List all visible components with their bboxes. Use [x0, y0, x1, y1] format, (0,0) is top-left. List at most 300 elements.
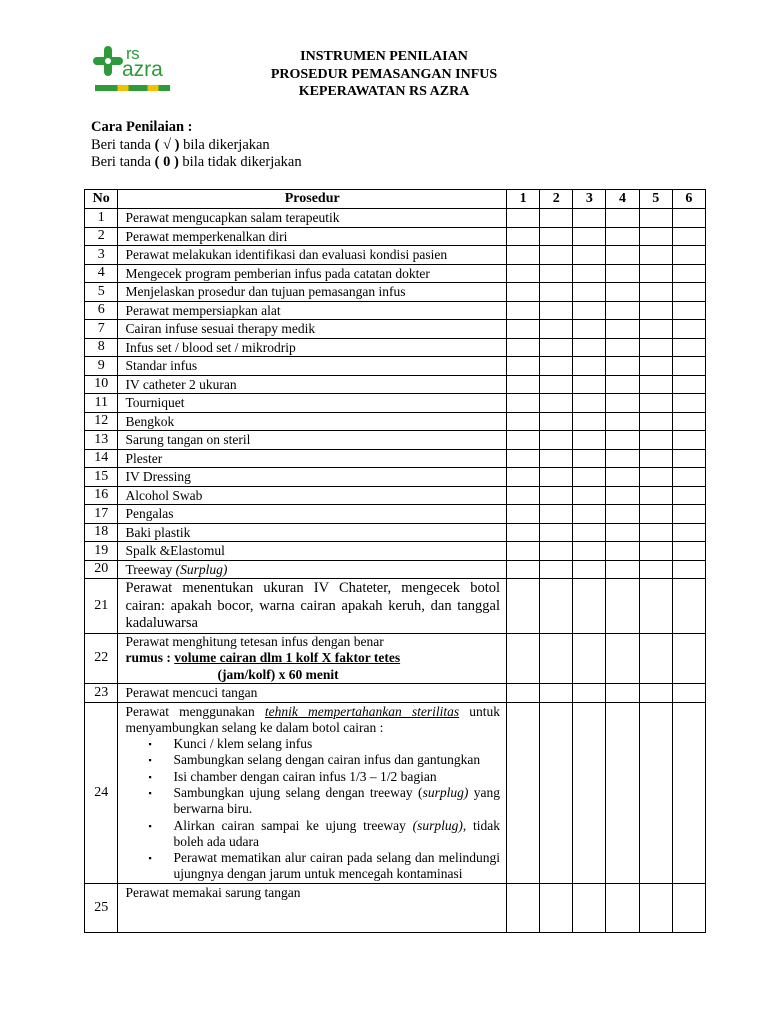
table-row-16 [85, 486, 706, 505]
score-cell[interactable] [639, 320, 672, 339]
score-cell[interactable] [573, 560, 606, 579]
score-cell[interactable] [672, 542, 705, 561]
logo-text-azra: azra [122, 58, 163, 81]
score-cell[interactable] [672, 449, 705, 468]
score-cell[interactable] [507, 542, 540, 561]
score-cell[interactable] [672, 633, 705, 684]
score-cell[interactable] [573, 684, 606, 703]
sterile-steps-list [125, 736, 500, 883]
score-cell[interactable] [639, 301, 672, 320]
title-line-3: KEPERAWATAN RS AZRA [298, 84, 470, 99]
score-cell[interactable] [573, 468, 606, 487]
score-cell[interactable] [573, 412, 606, 431]
row-number: 20 [85, 560, 118, 579]
score-cell[interactable] [507, 394, 540, 413]
procedure-label: Plester [125, 450, 163, 466]
score-cell[interactable] [606, 505, 639, 524]
header-col-3: 3 [573, 190, 606, 209]
score-cell[interactable] [672, 579, 705, 634]
score-cell[interactable] [672, 702, 705, 883]
score-cell[interactable] [540, 579, 573, 634]
procedure-text [118, 449, 507, 468]
score-cell[interactable] [672, 523, 705, 542]
score-cell[interactable] [606, 301, 639, 320]
score-cell[interactable] [639, 579, 672, 634]
score-cell[interactable] [540, 702, 573, 883]
score-cell[interactable] [573, 320, 606, 339]
procedure-label: Treeway [125, 561, 176, 577]
score-cell[interactable] [672, 684, 705, 703]
row-number: 2 [85, 227, 118, 246]
score-cell[interactable] [540, 523, 573, 542]
score-cell[interactable] [672, 227, 705, 246]
procedure-text [118, 338, 507, 357]
table-row-2 [85, 227, 706, 246]
table-row-13 [85, 431, 706, 450]
zero-mark: ( 0 ) [154, 154, 179, 170]
procedure-label: IV Dressing [125, 469, 191, 484]
procedure-label: Perawat melakukan identifikasi dan evaluasi kondisi pasien [125, 247, 448, 262]
step-text: Isi chamber dengan cairan infus 1/3 – 1/2 bagian [173, 768, 437, 784]
scoring-method-line-1 [91, 137, 302, 155]
table-row-21 [85, 579, 706, 634]
score-cell[interactable] [639, 431, 672, 450]
score-cell[interactable] [540, 394, 573, 413]
procedure-text [118, 486, 507, 505]
score-cell[interactable] [507, 449, 540, 468]
score-cell[interactable] [573, 264, 606, 283]
procedure-text [118, 375, 507, 394]
score-cell[interactable] [606, 684, 639, 703]
score-cell[interactable] [507, 227, 540, 246]
step-text: Sambungkan ujung selang dengan treeway ( [173, 784, 423, 800]
step-text-italic: (surplug) [412, 817, 463, 833]
score-cell[interactable] [672, 301, 705, 320]
score-cell[interactable] [672, 357, 705, 376]
score-cell[interactable] [672, 486, 705, 505]
row-number: 11 [85, 394, 118, 413]
score-cell[interactable] [540, 264, 573, 283]
score-cell[interactable] [540, 505, 573, 524]
scoring-method [91, 119, 302, 172]
score-cell[interactable] [507, 357, 540, 376]
score-cell[interactable] [639, 246, 672, 265]
row-number: 4 [85, 264, 118, 283]
score-cell[interactable] [573, 505, 606, 524]
score-cell[interactable] [507, 684, 540, 703]
score-cell[interactable] [540, 301, 573, 320]
score-cell[interactable] [606, 357, 639, 376]
title-line-1: INSTRUMEN PENILAIAN [300, 49, 468, 64]
score-cell[interactable] [507, 375, 540, 394]
score-cell[interactable] [573, 523, 606, 542]
formula-line [125, 650, 500, 667]
score-cell[interactable] [573, 246, 606, 265]
score-cell[interactable] [639, 560, 672, 579]
score-cell[interactable] [672, 468, 705, 487]
table-row-14 [85, 449, 706, 468]
scoring-method-heading: Cara Penilaian : [91, 119, 193, 135]
table-row-1 [85, 209, 706, 228]
formula-denominator: (jam/kolf) x 60 menit [217, 666, 339, 682]
score-cell[interactable] [573, 394, 606, 413]
procedure-text [118, 431, 507, 450]
score-cell[interactable] [573, 883, 606, 932]
score-cell[interactable] [540, 357, 573, 376]
score-cell[interactable] [507, 209, 540, 228]
score-cell[interactable] [606, 633, 639, 684]
score-cell[interactable] [639, 633, 672, 684]
header-col-1: 1 [507, 190, 540, 209]
score-cell[interactable] [606, 412, 639, 431]
row-number: 3 [85, 246, 118, 265]
procedure-text: Perawat menentukan ukuran IV Chateter, mengecek botol cairan: apakah bocor, warna cairan apakah keruh, dan tanggal kadaluwarsa [118, 579, 507, 634]
row-number: 24 [85, 702, 118, 883]
procedure-text [118, 320, 507, 339]
procedure-text: Perawat memakai sarung tangan [118, 883, 507, 932]
row-number: 6 [85, 301, 118, 320]
procedure-label-italic: (Surplug) [175, 561, 228, 577]
score-cell[interactable] [540, 338, 573, 357]
score-cell[interactable] [606, 883, 639, 932]
score-cell[interactable] [672, 560, 705, 579]
score-cell[interactable] [507, 702, 540, 883]
score-cell[interactable] [672, 431, 705, 450]
score-cell[interactable] [639, 209, 672, 228]
procedure-label: IV catheter 2 ukuran [125, 376, 237, 392]
drip-rate-line: Perawat menghitung tetesan infus dengan benar [125, 633, 384, 649]
score-cell[interactable] [639, 684, 672, 703]
procedure-label: Tourniquet [125, 395, 185, 410]
score-cell[interactable] [639, 468, 672, 487]
sterile-step-item [125, 752, 500, 768]
procedure-label: Sarung tangan on steril [125, 432, 251, 447]
score-cell[interactable] [507, 338, 540, 357]
table-row-3 [85, 246, 706, 265]
procedure-text [118, 542, 507, 561]
row-number: 16 [85, 486, 118, 505]
score-cell[interactable] [639, 283, 672, 302]
row-number: 18 [85, 523, 118, 542]
table-row-9 [85, 357, 706, 376]
score-cell[interactable] [672, 264, 705, 283]
score-cell[interactable] [540, 320, 573, 339]
score-cell[interactable] [540, 883, 573, 932]
row-number: 9 [85, 357, 118, 376]
score-cell[interactable] [540, 486, 573, 505]
procedure-text [118, 560, 507, 579]
sterile-step-item [125, 818, 500, 851]
procedure-text [118, 246, 507, 265]
procedure-label: Cairan infuse sesuai therapy medik [125, 321, 316, 336]
procedure-label: Menjelaskan prosedur dan tujuan pemasangan infus [125, 284, 406, 299]
step-text: Alirkan cairan sampai ke ujung treeway [173, 817, 413, 833]
procedure-label: Perawat mengucapkan salam terapeutik [125, 210, 340, 225]
score-cell[interactable] [507, 579, 540, 634]
score-cell[interactable] [507, 301, 540, 320]
score-cell[interactable] [672, 246, 705, 265]
text-emphasis: tehnik mempertahankan sterilitas [264, 703, 460, 719]
score-cell[interactable] [639, 486, 672, 505]
table-row-24 [85, 702, 706, 883]
procedure-text: Perawat mencuci tangan [118, 684, 507, 703]
score-cell[interactable] [540, 283, 573, 302]
table-row-5 [85, 283, 706, 302]
row-number: 25 [85, 883, 118, 932]
text: bila tidak dikerjakan [178, 154, 302, 170]
table-row-17 [85, 505, 706, 524]
score-cell[interactable] [507, 505, 540, 524]
score-cell[interactable] [639, 412, 672, 431]
score-cell[interactable] [540, 560, 573, 579]
row-number: 8 [85, 338, 118, 357]
score-cell[interactable] [606, 702, 639, 883]
score-cell[interactable] [573, 431, 606, 450]
procedure-text [118, 702, 507, 883]
score-cell[interactable] [639, 394, 672, 413]
step-text: , tidak boleh ada udara [173, 817, 500, 849]
score-cell[interactable] [573, 542, 606, 561]
header-no: No [85, 190, 118, 209]
sterile-step-item [125, 769, 500, 785]
assessment-table [84, 189, 706, 933]
score-cell[interactable] [606, 246, 639, 265]
score-cell[interactable] [540, 209, 573, 228]
score-cell[interactable] [507, 468, 540, 487]
bullet-icon: ▪ [148, 739, 152, 750]
score-cell[interactable] [507, 431, 540, 450]
header-col-2: 2 [540, 190, 573, 209]
score-cell[interactable] [540, 633, 573, 684]
row-number: 17 [85, 505, 118, 524]
score-cell[interactable] [672, 283, 705, 302]
procedure-label: Spalk &Elastomul [125, 543, 225, 558]
score-cell[interactable] [573, 301, 606, 320]
title-line-2: PROSEDUR PEMASANGAN INFUS [270, 66, 498, 82]
table-row-23 [85, 684, 706, 703]
procedure-text [118, 357, 507, 376]
score-cell[interactable] [507, 412, 540, 431]
document-title [250, 48, 518, 101]
table-row-8 [85, 338, 706, 357]
procedure-label: Perawat mempersiapkan alat [125, 302, 281, 318]
procedure-text [118, 523, 507, 542]
score-cell[interactable] [507, 283, 540, 302]
table-row-7 [85, 320, 706, 339]
score-cell[interactable] [639, 338, 672, 357]
score-cell[interactable] [672, 883, 705, 932]
sterile-step-item [125, 850, 500, 883]
bullet-icon: ▪ [148, 787, 152, 798]
procedure-text [118, 412, 507, 431]
score-cell[interactable] [606, 486, 639, 505]
procedure-label: Pengalas [125, 506, 174, 521]
score-cell[interactable] [573, 338, 606, 357]
table-row-10 [85, 375, 706, 394]
logo-text-rs: rs [126, 44, 140, 63]
score-cell[interactable] [639, 523, 672, 542]
table-row-22 [85, 633, 706, 684]
score-cell[interactable] [606, 320, 639, 339]
score-cell[interactable] [540, 542, 573, 561]
score-cell[interactable] [573, 449, 606, 468]
score-cell[interactable] [507, 246, 540, 265]
header-procedure: Prosedur [118, 190, 507, 209]
formula-label: rumus : [125, 650, 175, 665]
score-cell[interactable] [606, 542, 639, 561]
score-cell[interactable] [606, 227, 639, 246]
procedure-label: Standar infus [125, 358, 198, 373]
step-text: yang berwarna biru. [173, 784, 500, 817]
step-text: Perawat mematikan alur cairan pada selang dan melindungi ujungnya dengan jarum untuk mencegah kontaminasi [173, 850, 500, 882]
score-cell[interactable] [606, 283, 639, 302]
score-cell[interactable] [573, 357, 606, 376]
score-cell[interactable] [540, 246, 573, 265]
score-cell[interactable] [672, 505, 705, 524]
step-text-italic: surplug) [422, 784, 469, 800]
table-row-18 [85, 523, 706, 542]
row-number: 15 [85, 468, 118, 487]
sterile-technique-intro [125, 704, 500, 737]
score-cell[interactable] [540, 449, 573, 468]
score-cell[interactable] [540, 412, 573, 431]
row-number: 5 [85, 283, 118, 302]
score-cell[interactable] [672, 320, 705, 339]
score-cell[interactable] [507, 264, 540, 283]
score-cell[interactable] [540, 468, 573, 487]
score-cell[interactable] [639, 264, 672, 283]
score-cell[interactable] [639, 375, 672, 394]
score-cell[interactable] [606, 579, 639, 634]
score-cell[interactable] [573, 375, 606, 394]
score-cell[interactable] [606, 209, 639, 228]
score-cell[interactable] [639, 883, 672, 932]
row-number: 21 [85, 579, 118, 634]
text: bila dikerjakan [179, 136, 270, 153]
score-cell[interactable] [672, 209, 705, 228]
procedure-text [118, 468, 507, 487]
procedure-label: Baki plastik [125, 524, 191, 540]
score-cell[interactable] [672, 412, 705, 431]
score-cell[interactable] [606, 338, 639, 357]
score-cell[interactable] [507, 633, 540, 684]
score-cell[interactable] [507, 486, 540, 505]
row-number: 19 [85, 542, 118, 561]
score-cell[interactable] [606, 560, 639, 579]
row-number: 10 [85, 375, 118, 394]
score-cell[interactable] [606, 375, 639, 394]
table-row-6 [85, 301, 706, 320]
bullet-icon: ▪ [148, 820, 152, 831]
score-cell[interactable] [507, 560, 540, 579]
logo-stripe [95, 85, 170, 91]
score-cell[interactable] [639, 505, 672, 524]
text: untuk menyambungkan selang ke dalam botol cairan : [125, 703, 500, 735]
row-number: 22 [85, 633, 118, 684]
score-cell[interactable] [606, 449, 639, 468]
procedure-label: Infus set / blood set / mikrodrip [125, 339, 296, 355]
table-row-25 [85, 883, 706, 932]
score-cell[interactable] [573, 486, 606, 505]
score-cell[interactable] [639, 542, 672, 561]
step-text: Kunci / klem selang infus [173, 736, 313, 752]
score-cell[interactable] [540, 431, 573, 450]
check-mark: ( √ ) [154, 136, 180, 153]
text: Beri tanda [91, 154, 155, 170]
procedure-label: Alcohol Swab [125, 487, 203, 503]
procedure-text [118, 633, 507, 684]
score-cell[interactable] [672, 375, 705, 394]
score-cell[interactable] [573, 633, 606, 684]
table-row-12 [85, 412, 706, 431]
score-cell[interactable] [606, 431, 639, 450]
bullet-icon: ▪ [148, 771, 152, 782]
score-cell[interactable] [606, 523, 639, 542]
bullet-icon: ▪ [148, 853, 152, 864]
row-number: 7 [85, 320, 118, 339]
score-cell[interactable] [540, 375, 573, 394]
procedure-text [118, 227, 507, 246]
procedure-label: Perawat memperkenalkan diri [125, 228, 288, 244]
table-row-20 [85, 560, 706, 579]
row-number: 1 [85, 209, 118, 228]
header-col-4: 4 [606, 190, 639, 209]
score-cell[interactable] [639, 357, 672, 376]
text: Perawat menggunakan [125, 703, 265, 719]
score-cell[interactable] [606, 468, 639, 487]
step-text: Sambungkan selang dengan cairan infus dan gantungkan [173, 752, 481, 768]
procedure-text [118, 264, 507, 283]
text: Beri tanda [91, 136, 155, 153]
score-cell[interactable] [672, 394, 705, 413]
score-cell[interactable] [639, 449, 672, 468]
score-cell[interactable] [540, 684, 573, 703]
procedure-text [118, 209, 507, 228]
table-row-15 [85, 468, 706, 487]
score-cell[interactable] [606, 264, 639, 283]
sterile-step-item [125, 785, 500, 818]
score-cell[interactable] [573, 227, 606, 246]
scoring-method-line-2 [91, 154, 302, 172]
table-row-4 [85, 264, 706, 283]
row-number: 23 [85, 684, 118, 703]
table-row-11 [85, 394, 706, 413]
score-cell[interactable] [573, 702, 606, 883]
score-cell[interactable] [507, 883, 540, 932]
score-cell[interactable] [540, 227, 573, 246]
score-cell[interactable] [573, 579, 606, 634]
score-cell[interactable] [639, 702, 672, 883]
procedure-label: Mengecek program pemberian infus pada catatan dokter [125, 265, 430, 281]
score-cell[interactable] [672, 338, 705, 357]
score-cell[interactable] [606, 394, 639, 413]
formula-numerator: volume cairan dlm 1 kolf X faktor tetes [174, 650, 401, 665]
score-cell[interactable] [639, 227, 672, 246]
procedure-text [118, 505, 507, 524]
row-number: 12 [85, 412, 118, 431]
header-col-6: 6 [672, 190, 705, 209]
procedure-label: Bengkok [125, 413, 175, 429]
score-cell[interactable] [507, 320, 540, 339]
row-number: 14 [85, 449, 118, 468]
table-row-19 [85, 542, 706, 561]
table-header-row [85, 190, 706, 209]
score-cell[interactable] [573, 209, 606, 228]
score-cell[interactable] [507, 523, 540, 542]
procedure-text [118, 283, 507, 302]
row-number: 13 [85, 431, 118, 450]
score-cell[interactable] [573, 283, 606, 302]
